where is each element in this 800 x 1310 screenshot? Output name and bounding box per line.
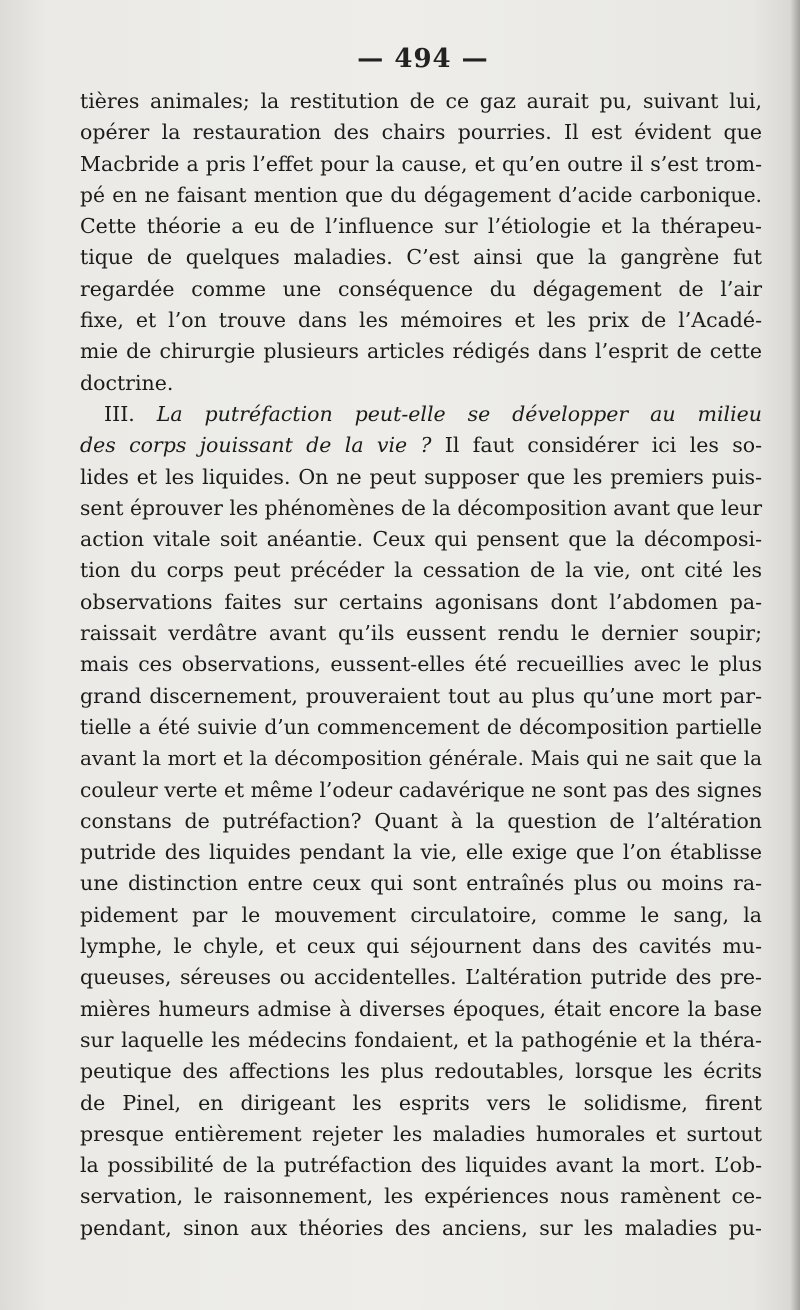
text-line: Cette théorie a eu de l’influence sur l’étiologie et la thérapeu- [80, 214, 762, 239]
section-title: La putréfaction peut-elle se développer au milieu [156, 401, 762, 426]
text-line: sent éprouver les phénomènes de la décomposition avant que leur [80, 495, 763, 520]
text-line: Macbride a pris l’effet pour la cause, et qu’en outre il s’est trom- [80, 151, 762, 176]
section-number: III. [104, 401, 157, 426]
text-line: tique de quelques maladies. C’est ainsi que la gangrène fut [80, 245, 762, 270]
text-line-rest: Il faut considérer ici les so- [431, 433, 762, 458]
section-heading-line [80, 430, 762, 461]
section-title-continued: des corps jouissant de la vie ? [80, 433, 432, 458]
text-line: presque entièrement rejeter les maladies humorales et surtout [80, 1121, 762, 1146]
text-line: peutique des affections les plus redoutables, lorsque les écrits [80, 1059, 762, 1084]
text-line: une distinction entre ceux qui sont entraînés plus ou moins ra- [80, 871, 762, 896]
text-line: action vitale soit anéantie. Ceux qui pensent que la décomposi- [80, 527, 762, 552]
text-line: pendant, sinon aux théories des anciens, sur les maladies pu- [80, 1215, 762, 1240]
text-line: avant la mort et la décomposition générale. Mais qui ne sait que la [80, 746, 762, 771]
text-line: couleur verte et même l’odeur cadavérique ne sont pas des signes [80, 777, 762, 802]
text-line: observations faites sur certains agonisans dont l’abdomen pa- [80, 589, 762, 614]
text-line: grand discernement, prouveraient tout au plus qu’une mort par- [80, 683, 762, 708]
text-line: raissait verdâtre avant qu’ils eussent rendu le dernier soupir; [80, 621, 762, 646]
text-line: constans de putréfaction? Quant à la question de l’altération [80, 808, 762, 833]
text-line: mais ces observations, eussent-elles été recueillies avec le plus [80, 652, 762, 677]
text-line: mie de chirurgie plusieurs articles rédigés dans l’esprit de cette [80, 339, 762, 364]
text-line: putride des liquides pendant la vie, elle exige que l’on établisse [80, 840, 762, 865]
text-line: tières animales; la restitution de ce gaz aurait pu, suivant lui, [80, 89, 762, 113]
body-text [80, 86, 762, 1244]
text-line: fixe, et l’on trouve dans les mémoires et les prix de l’Acadé- [80, 308, 762, 333]
text-line: tion du corps peut précéder la cessation de la vie, ont cité les [80, 558, 762, 583]
text-line: lymphe, le chyle, et ceux qui séjournent dans des cavités mu- [80, 934, 762, 959]
text-line: pé en ne faisant mention que du dégagement d’acide carbonique. [80, 182, 762, 207]
page-number: — 494 — [357, 44, 489, 74]
text-line: la possibilité de la putréfaction des liquides avant la mort. L’ob- [80, 1153, 762, 1178]
text-line: queuses, séreuses ou accidentelles. L’altération putride des pre- [80, 965, 762, 990]
text-line: mières humeurs admise à diverses époques, était encore la base [80, 996, 762, 1021]
page-edge-shadow [790, 0, 800, 1310]
text-line: de Pinel, en dirigeant les esprits vers le solidisme, firent [80, 1090, 762, 1115]
text-line: sur laquelle les médecins fondaient, et la pathogénie et la théra- [80, 1027, 762, 1052]
text-line: doctrine. [80, 370, 174, 395]
text-line: lides et les liquides. On ne peut supposer que les premiers puis- [80, 464, 762, 489]
text-line: regardée comme une conséquence du dégagement de l’air [80, 276, 762, 301]
text-line: tielle a été suivie d’un commencement de décomposition partielle [80, 714, 762, 739]
text-line: pidement par le mouvement circulatoire, comme le sang, la [80, 902, 762, 927]
section-heading-line [80, 399, 762, 430]
text-line: servation, le raisonnement, les expériences nous ramènent ce- [80, 1184, 762, 1209]
text-line: opérer la restauration des chairs pourries. Il est évident que [80, 120, 762, 145]
